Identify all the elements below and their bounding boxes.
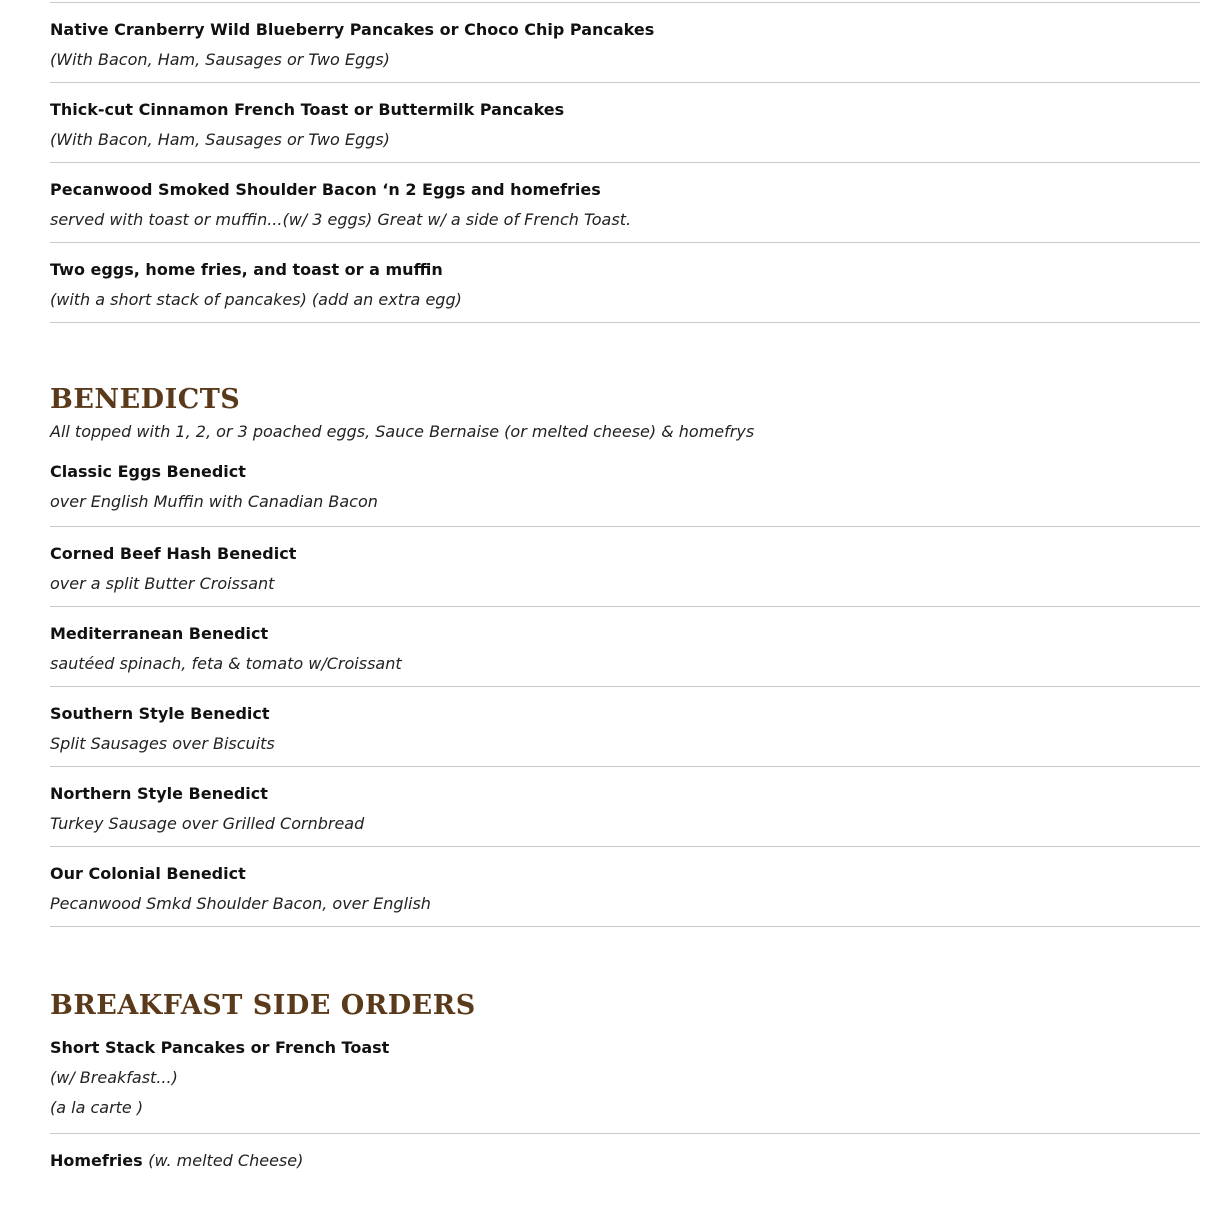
item-name: Native Cranberry Wild Blueberry Pancakes or Choco Chip Pancakes bbox=[50, 20, 655, 39]
item-name: Thick-cut Cinnamon French Toast or Buttermilk Pancakes bbox=[50, 100, 565, 119]
menu-item bbox=[50, 1021, 1200, 1134]
item-description: served with toast or muffin...(w/ 3 eggs) Great w/ a side of French Toast. bbox=[50, 210, 632, 229]
benedicts-list bbox=[50, 445, 1200, 927]
menu-item bbox=[50, 1134, 1200, 1214]
item-name-text: Homefries bbox=[50, 1151, 143, 1170]
item-description: over a split Butter Croissant bbox=[50, 574, 275, 593]
section-title-side-orders: BREAKFAST SIDE ORDERS bbox=[50, 990, 476, 1021]
menu-item bbox=[50, 527, 1200, 607]
item-description: (w/ Breakfast...) bbox=[50, 1068, 178, 1087]
item-description: (With Bacon, Ham, Sausages or Two Eggs) bbox=[50, 130, 390, 149]
menu-item bbox=[50, 3, 1200, 83]
item-description: (a la carte ) bbox=[50, 1098, 144, 1117]
menu-item bbox=[50, 243, 1200, 323]
item-description: Split Sausages over Biscuits bbox=[50, 734, 275, 753]
breakfast-items-list bbox=[50, 3, 1200, 323]
item-name: Pecanwood Smoked Shoulder Bacon ‘n 2 Eggs and homefries bbox=[50, 180, 601, 199]
item-name: Mediterranean Benedict bbox=[50, 624, 269, 643]
menu-item bbox=[50, 445, 1200, 527]
side-orders-list bbox=[50, 1021, 1200, 1214]
item-description: over English Muffin with Canadian Bacon bbox=[50, 492, 378, 511]
section-title-benedicts: BENEDICTS bbox=[50, 384, 241, 415]
menu-item bbox=[50, 607, 1200, 687]
menu-item bbox=[50, 687, 1200, 767]
item-description: Turkey Sausage over Grilled Cornbread bbox=[50, 814, 365, 833]
item-name: Two eggs, home fries, and toast or a muffin bbox=[50, 260, 443, 279]
item-description: sautéed spinach, feta & tomato w/Croissant bbox=[50, 654, 402, 673]
item-name: Corned Beef Hash Benedict bbox=[50, 544, 297, 563]
menu-item bbox=[50, 767, 1200, 847]
menu-item bbox=[50, 83, 1200, 163]
item-description: (w. melted Cheese) bbox=[148, 1151, 304, 1170]
section-intro-benedicts: All topped with 1, 2, or 3 poached eggs, Sauce Bernaise (or melted cheese) & homefrys bbox=[50, 422, 755, 441]
item-name: Classic Eggs Benedict bbox=[50, 462, 246, 481]
item-name: Our Colonial Benedict bbox=[50, 864, 246, 883]
menu-item bbox=[50, 847, 1200, 927]
menu-item bbox=[50, 163, 1200, 243]
item-description: (with a short stack of pancakes) (add an extra egg) bbox=[50, 290, 462, 309]
item-description: (With Bacon, Ham, Sausages or Two Eggs) bbox=[50, 50, 390, 69]
item-name: Northern Style Benedict bbox=[50, 784, 268, 803]
item-name bbox=[50, 1151, 303, 1170]
item-name: Southern Style Benedict bbox=[50, 704, 270, 723]
item-description: Pecanwood Smkd Shoulder Bacon, over English bbox=[50, 894, 431, 913]
item-name: Short Stack Pancakes or French Toast bbox=[50, 1038, 390, 1057]
